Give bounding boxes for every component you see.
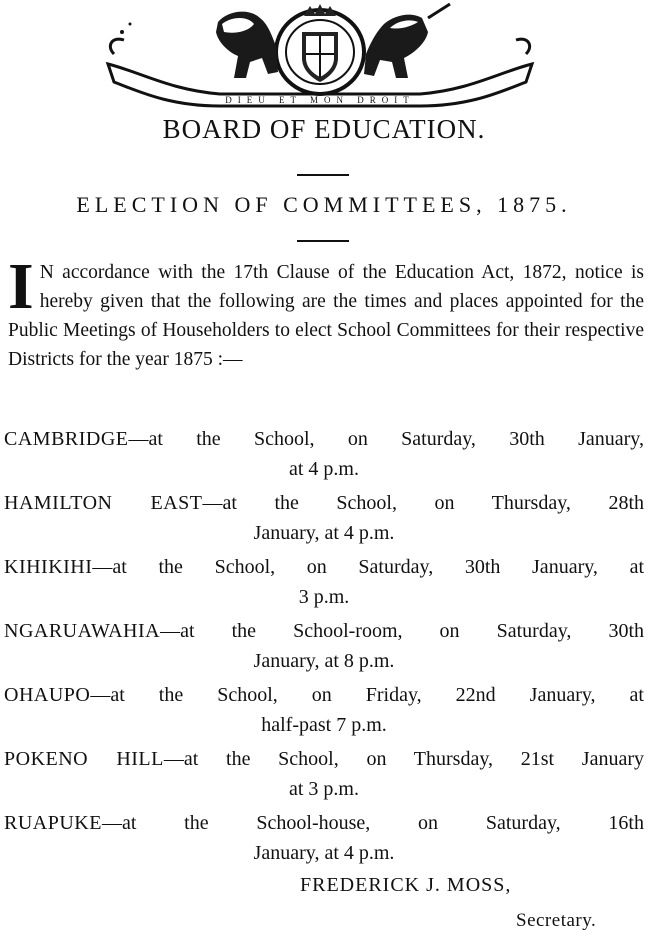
meeting-place: OHAUPO <box>4 684 91 706</box>
intro-paragraph <box>8 250 644 374</box>
meeting-entry-ruapuke <box>4 808 644 868</box>
board-title: BOARD OF EDUCATION. <box>162 114 486 144</box>
meeting-place: NGARUAWAHIA <box>4 620 161 642</box>
meeting-place: HAMILTON EAST <box>4 492 203 514</box>
signatory-name: FREDERICK J. MOSS, <box>300 874 512 896</box>
meeting-details: —at the School, on Friday, 22nd January, at <box>90 684 644 706</box>
intro-dropcap: I <box>8 250 34 323</box>
meeting-time: half-past 7 p.m. <box>261 714 387 736</box>
meeting-details: —at the School, on Saturday, 30th January, <box>128 428 644 450</box>
meeting-time: January, at 8 p.m. <box>253 650 395 672</box>
meeting-time: January, at 4 p.m. <box>253 842 395 864</box>
meeting-details: —at the School, on Thursday, 21st January <box>163 748 644 770</box>
signatory-role: Secretary. <box>516 910 597 931</box>
meeting-place: POKENO HILL <box>4 748 164 770</box>
meeting-time: 3 p.m. <box>298 586 350 608</box>
meeting-time: at 4 p.m. <box>289 458 359 480</box>
meeting-place: KIHIKIHI <box>4 556 93 578</box>
meeting-place: RUAPUKE <box>4 812 102 834</box>
meeting-entry-cambridge <box>4 424 644 484</box>
meeting-details: —at the School, on Saturday, 30th January, at <box>92 556 644 578</box>
meeting-details: —at the School-room, on Saturday, 30th <box>160 620 644 642</box>
election-subtitle: ELECTION OF COMMITTEES, 1875. <box>76 192 572 217</box>
meeting-details: —at the School-house, on Saturday, 16th <box>101 812 644 834</box>
meeting-time: at 3 p.m. <box>289 778 359 800</box>
meeting-time: January, at 4 p.m. <box>253 522 395 544</box>
meeting-entry-hamilton-east <box>4 488 644 548</box>
royal-coat-of-arms-image <box>100 2 540 110</box>
meeting-place: CAMBRIDGE <box>4 428 129 450</box>
subtitle-divider <box>297 240 349 242</box>
meeting-entry-ohaupo <box>4 680 644 740</box>
meeting-entry-pokeno-hill <box>4 744 644 804</box>
intro-text: N accordance with the 17th Clause of the Education Act, 1872, notice is hereby given that the following are the times and places appointed for the Public Meetings of Householders to elect School Committees for their respective Districts for the year 1875 :— <box>8 262 644 370</box>
meeting-entry-ngaruawahia <box>4 616 644 676</box>
title-divider <box>297 174 349 176</box>
crest-motto: DIEU ET MON DROIT <box>225 95 415 105</box>
meeting-entry-kihikihi <box>4 552 644 612</box>
meeting-details: —at the School, on Thursday, 28th <box>202 492 644 514</box>
